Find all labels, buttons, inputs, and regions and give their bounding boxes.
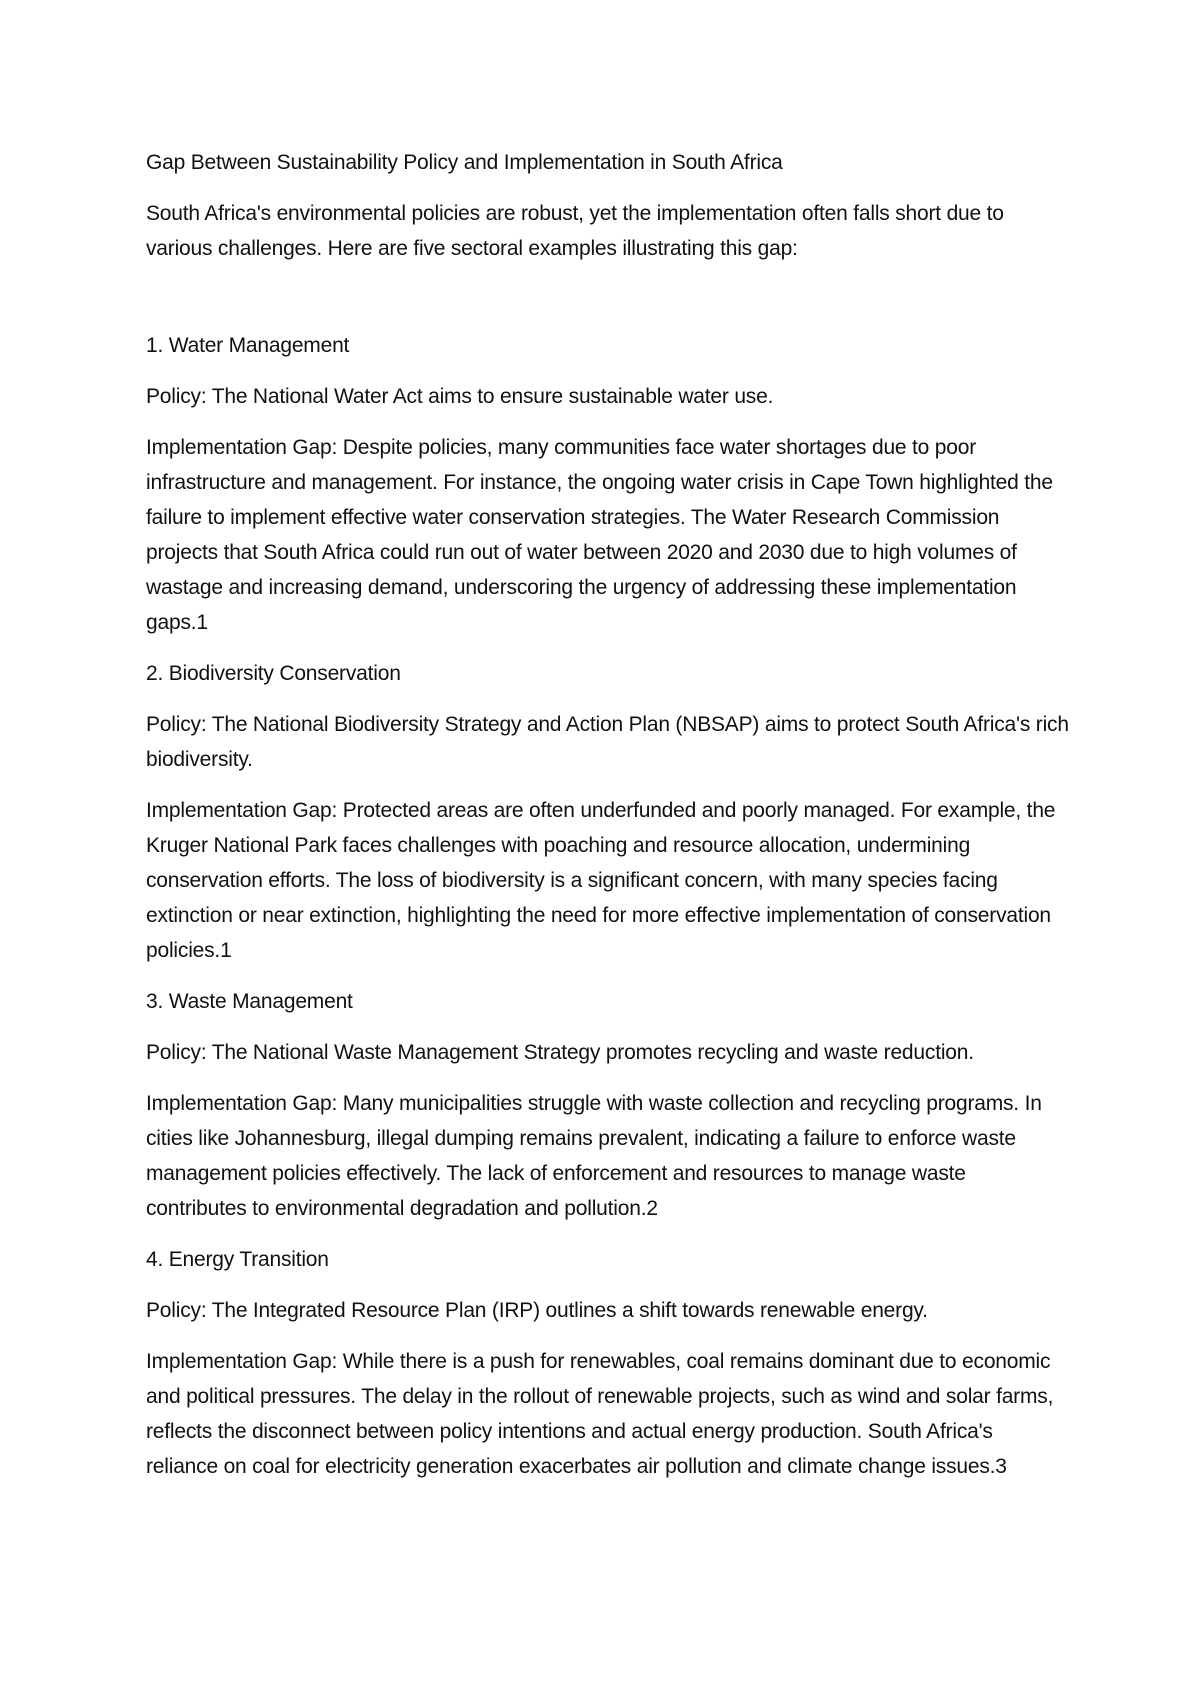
policy-paragraph: Policy: The National Water Act aims to ensure sustainable water use. <box>146 385 774 408</box>
implementation-gap-paragraph: Implementation Gap: Despite policies, many communities face water shortages due to poor infrastructure and management. For instance, the ongoing water crisis in Cape Town highlighted the failure to implement effective water conservation strategies. The Water Research Commission projects that South Africa could run out of water between 2020 and 2030 due to high volumes of wastage and increasing demand, underscoring the urgency of addressing these implementation gaps.1 <box>146 436 1053 634</box>
section-energy-transition <box>146 1242 1070 1484</box>
policy-paragraph: Policy: The Integrated Resource Plan (IRP) outlines a shift towards renewable energy. <box>146 1299 928 1322</box>
section-heading: 2. Biodiversity Conservation <box>146 662 401 685</box>
policy-paragraph: Policy: The National Waste Management Strategy promotes recycling and waste reduction. <box>146 1041 974 1064</box>
implementation-gap-paragraph: Implementation Gap: While there is a push for renewables, coal remains dominant due to economic and political pressures. The delay in the rollout of renewable projects, such as wind and solar farms, reflects the disconnect between policy intentions and actual energy production. South Africa's reliance on coal for electricity generation exacerbates air pollution and climate change issues.3 <box>146 1350 1054 1478</box>
implementation-gap-paragraph: Implementation Gap: Many municipalities struggle with waste collection and recycling programs. In cities like Johannesburg, illegal dumping remains prevalent, indicating a failure to enforce waste management policies effectively. The lack of enforcement and resources to manage waste contributes to environmental degradation and pollution.2 <box>146 1092 1042 1220</box>
section-heading: 3. Waste Management <box>146 990 353 1013</box>
intro-paragraph: South Africa's environmental policies are robust, yet the implementation often falls short due to various challenges. Here are five sectoral examples illustrating this gap: <box>146 202 1004 260</box>
section-water-management <box>146 328 1070 640</box>
section-heading: 1. Water Management <box>146 334 350 357</box>
implementation-gap-paragraph: Implementation Gap: Protected areas are often underfunded and poorly managed. For example, the Kruger National Park faces challenges with poaching and resource allocation, undermining conservation efforts. The loss of biodiversity is a significant concern, with many species facing extinction or near extinction, highlighting the need for more effective implementation of conservation policies.1 <box>146 799 1056 962</box>
section-heading: 4. Energy Transition <box>146 1248 329 1271</box>
section-waste-management <box>146 984 1070 1226</box>
document-title: Gap Between Sustainability Policy and Implementation in South Africa <box>146 151 783 174</box>
policy-paragraph: Policy: The National Biodiversity Strategy and Action Plan (NBSAP) aims to protect South Africa's rich biodiversity. <box>146 713 1069 771</box>
section-biodiversity-conservation <box>146 656 1070 968</box>
